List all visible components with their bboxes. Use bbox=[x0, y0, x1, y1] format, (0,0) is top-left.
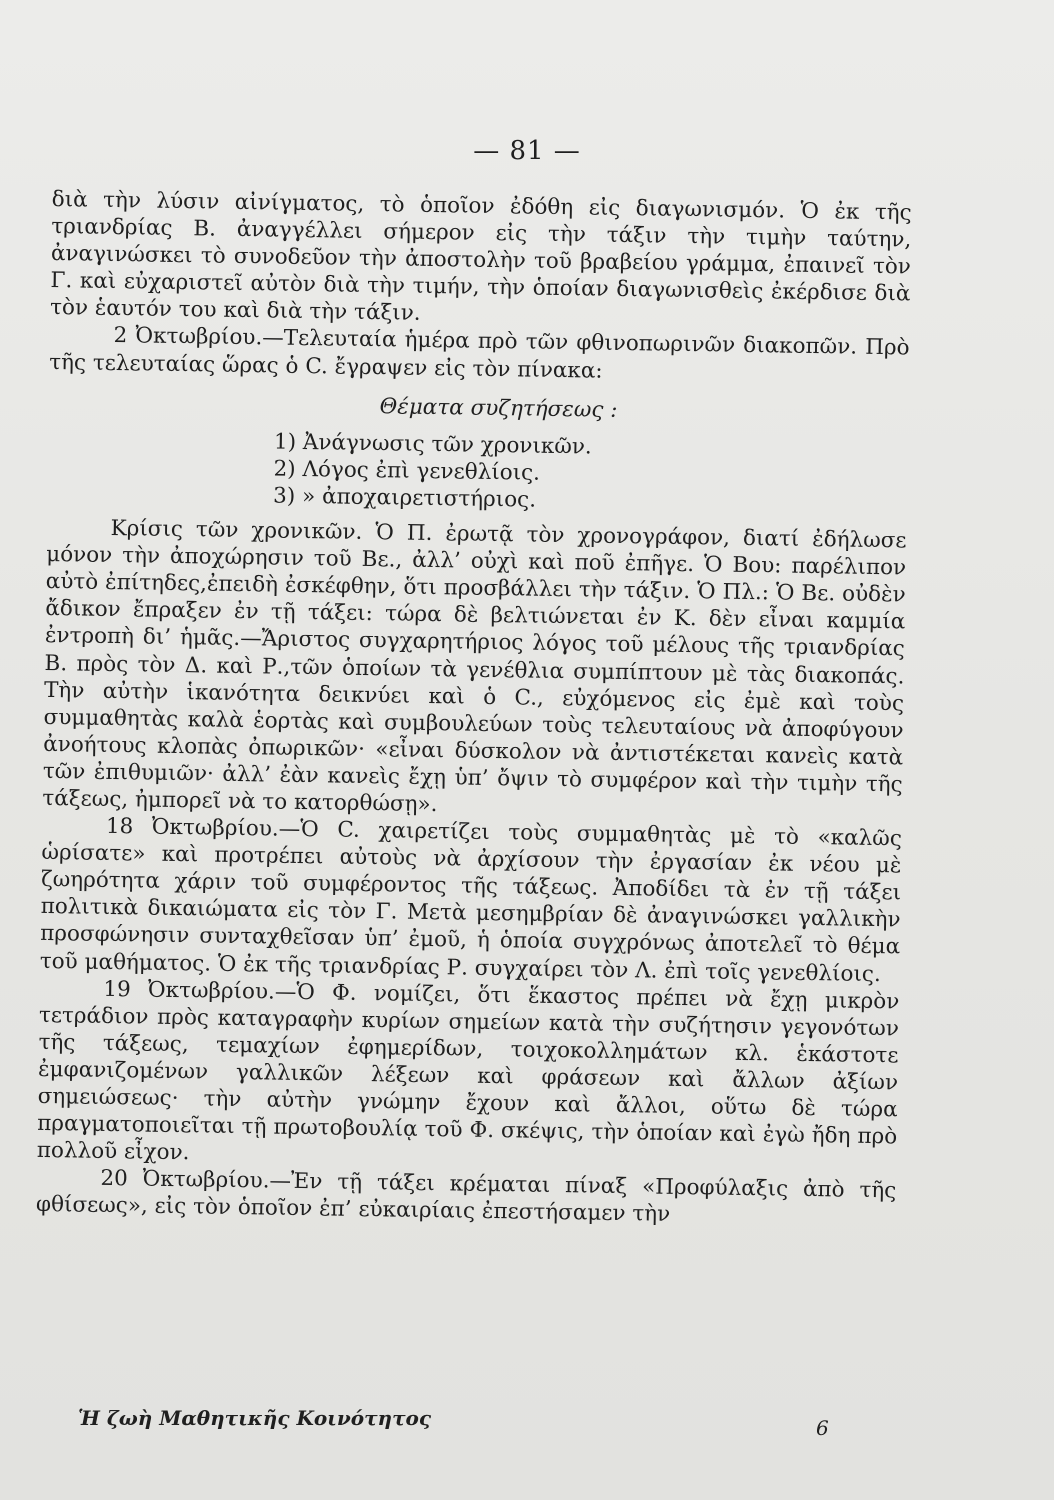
body-text bbox=[36, 186, 912, 1232]
paragraph-entry-18-october: 18 Ὀκτωβρίου.—Ὁ C. χαιρετίζει τοὺς συμμαθητὰς μὲ τὸ «καλῶς ὡρίσατε» καὶ προτρέπει αὐτοὺς νὰ ἀρχίσουν τὴν ἐργασίαν ἐκ νέου μὲ ζωηρότητα χάριν τοῦ συμφέροντος τῆς τάξεως. Ἀποδίδει τὰ ἐν τῇ τάξει πολιτικὰ δικαιώματα εἰς τὸν Γ. Μετὰ μεσημβρίαν δὲ ἀναγινώσκει γαλλικὴν προσφώνησιν συνταχθεῖσαν ὑπ’ ἐμοῦ, ἡ ὁποία συγχρόνως ἀποτελεῖ τὸ θέμα τοῦ μαθήματος. Ὁ ἐκ τῆς τριανδρίας Ρ. συγχαίρει τὸν Λ. ἐπὶ τοῖς γενεθλίοις. bbox=[39, 813, 903, 987]
topic-list bbox=[47, 425, 908, 520]
paragraph-chronicles-review: Κρίσις τῶν χρονικῶν. Ὁ Π. ἐρωτᾷ τὸν χρονογράφον, διατί ἐδήλωσε μόνον τὴν ἀποχώρησιν τοῦ Βε., ἀλλ’ οὐχὶ καὶ ποῦ ἐπῆγε. Ὁ Βου: παρέλιπον αὐτὸ ἐπίτηδες,ἐπειδὴ ἐσκέφθην, ὅτι προσβάλλει τὴν τάξιν. Ὁ Πλ.: Ὁ Βε. οὐδὲν ἄδικον ἔπραξεν ἐν τῇ τάξει: τώρα δὲ βελτιώνεται ἐν Κ. δὲν εἶναι καμμία ἐντροπὴ δι’ ἡμᾶς.—Ἄριστος συγχαρητήριος λόγος τοῦ μέλους τῆς τριανδρίας Β. πρὸς τὸν Δ. καὶ Ρ.,τῶν ὁποίων τὰ γενέθλια συμπίπτουν μὲ τὰς διακοπάς. Τὴν αὐτὴν ἱκανότητα δεικνύει καὶ ὁ C., εὐχόμενος εἰς ἐμὲ καὶ τοὺς συμμαθητὰς καλὰ ἑορτὰς καὶ συμβουλεύων τοὺς τελευταίους νὰ ἀποφύγουν ἀνοήτους κλοπὰς ὀπωρικῶν· «εἶναι δύσκολον νὰ ἀντιστέκεται κανεὶς κατὰ τῶν ἐπιθυμιῶν· ἀλλ’ ἐὰν κανεὶς ἔχῃ ὑπ’ ὄψιν τὸ συμφέρον καὶ τὴν τιμὴν τῆς τάξεως, ἠμπορεῖ νὰ το κατορθώσῃ». bbox=[42, 515, 907, 818]
footer-book-title: Ἡ ζωὴ Μαθητικῆς Κοινότητος bbox=[78, 1406, 432, 1430]
topics-title: Θέματα συζητήσεως : bbox=[379, 393, 618, 423]
paragraph-entry-19-october: 19 Ὀκτωβρίου.—Ὁ Φ. νομίζει, ὅτι ἕκαστος πρέπει νὰ ἔχῃ μικρὸν τετράδιον πρὸς καταγραφὴν κυρίων σημείων κατὰ τὴν συζήτησιν γεγονότων τῆς τάξεως, τεμαχίων ἐφημερίδων, τοιχοκολλημάτων κλ. ἑκάστοτε ἐμφανιζομένων γαλλικῶν λέξεων καὶ φράσεων καὶ ἄλλων ἀξίων σημειώσεως· τὴν αὐτὴν γνώμην ἔχουν καὶ ἄλλοι, οὕτω δὲ τώρα πραγματοποιεῖται τῇ πρωτοβουλίᾳ τοῦ Φ. σκέψις, τὴν ὁποίαν καὶ ἐγὼ ἤδη πρὸ πολλοῦ εἶχον. bbox=[36, 976, 900, 1166]
topic-item: 1) Ἀνάγνωσις τῶν χρονικῶν. bbox=[273, 429, 592, 460]
paragraph-entry-20-october: 20 Ὀκτωβρίου.—Ἐν τῇ τάξει κρέμαται πίναξ «Προφύλαξις ἀπὸ τῆς φθίσεως», εἰς τὸν ὁποῖον ἐπ’ εὐκαιρίαις ἐπεστήσαμεν τὴν bbox=[35, 1166, 897, 1228]
topic-item: 2) Λόγος ἐπὶ γενεθλίοις. bbox=[273, 456, 541, 486]
topic-item: 3) » ἀποχαιρετιστήριος. bbox=[272, 483, 537, 513]
paragraph: διὰ τὴν λύσιν αἰνίγματος, τὸ ὁποῖον ἐδόθη εἰς διαγωνισμόν. Ὁ ἐκ τῆς τριανδρίας Β. ἀναγγέλλει σήμερον εἰς τὴν τάξιν τὴν τιμὴν ταύτην, ἀναγινώσκει τὸ συνοδεῦον τὴν ἀποστολὴν τοῦ βραβείου γράμμα, ἐπαινεῖ τὸν Γ. καὶ εὐχαριστεῖ αὐτὸν διὰ τὴν τιμήν, τὴν ὁποίαν διαγωνισθεὶς ἐκέρδισε διὰ τὸν ἑαυτόν του καὶ διὰ τὴν τάξιν. bbox=[49, 186, 912, 327]
footer-signature-mark: 6 bbox=[816, 1416, 829, 1440]
paragraph-entry-2-october: 2 Ὀκτωβρίου.—Τελευταία ἡμέρα πρὸ τῶν φθινοπωρινῶν διακοπῶν. Πρὸ τῆς τελευταίας ὥρας ὁ C. ἔγραψεν εἰς τὸν πίνακα: bbox=[49, 323, 910, 384]
page-number: — 81 — bbox=[473, 136, 581, 166]
